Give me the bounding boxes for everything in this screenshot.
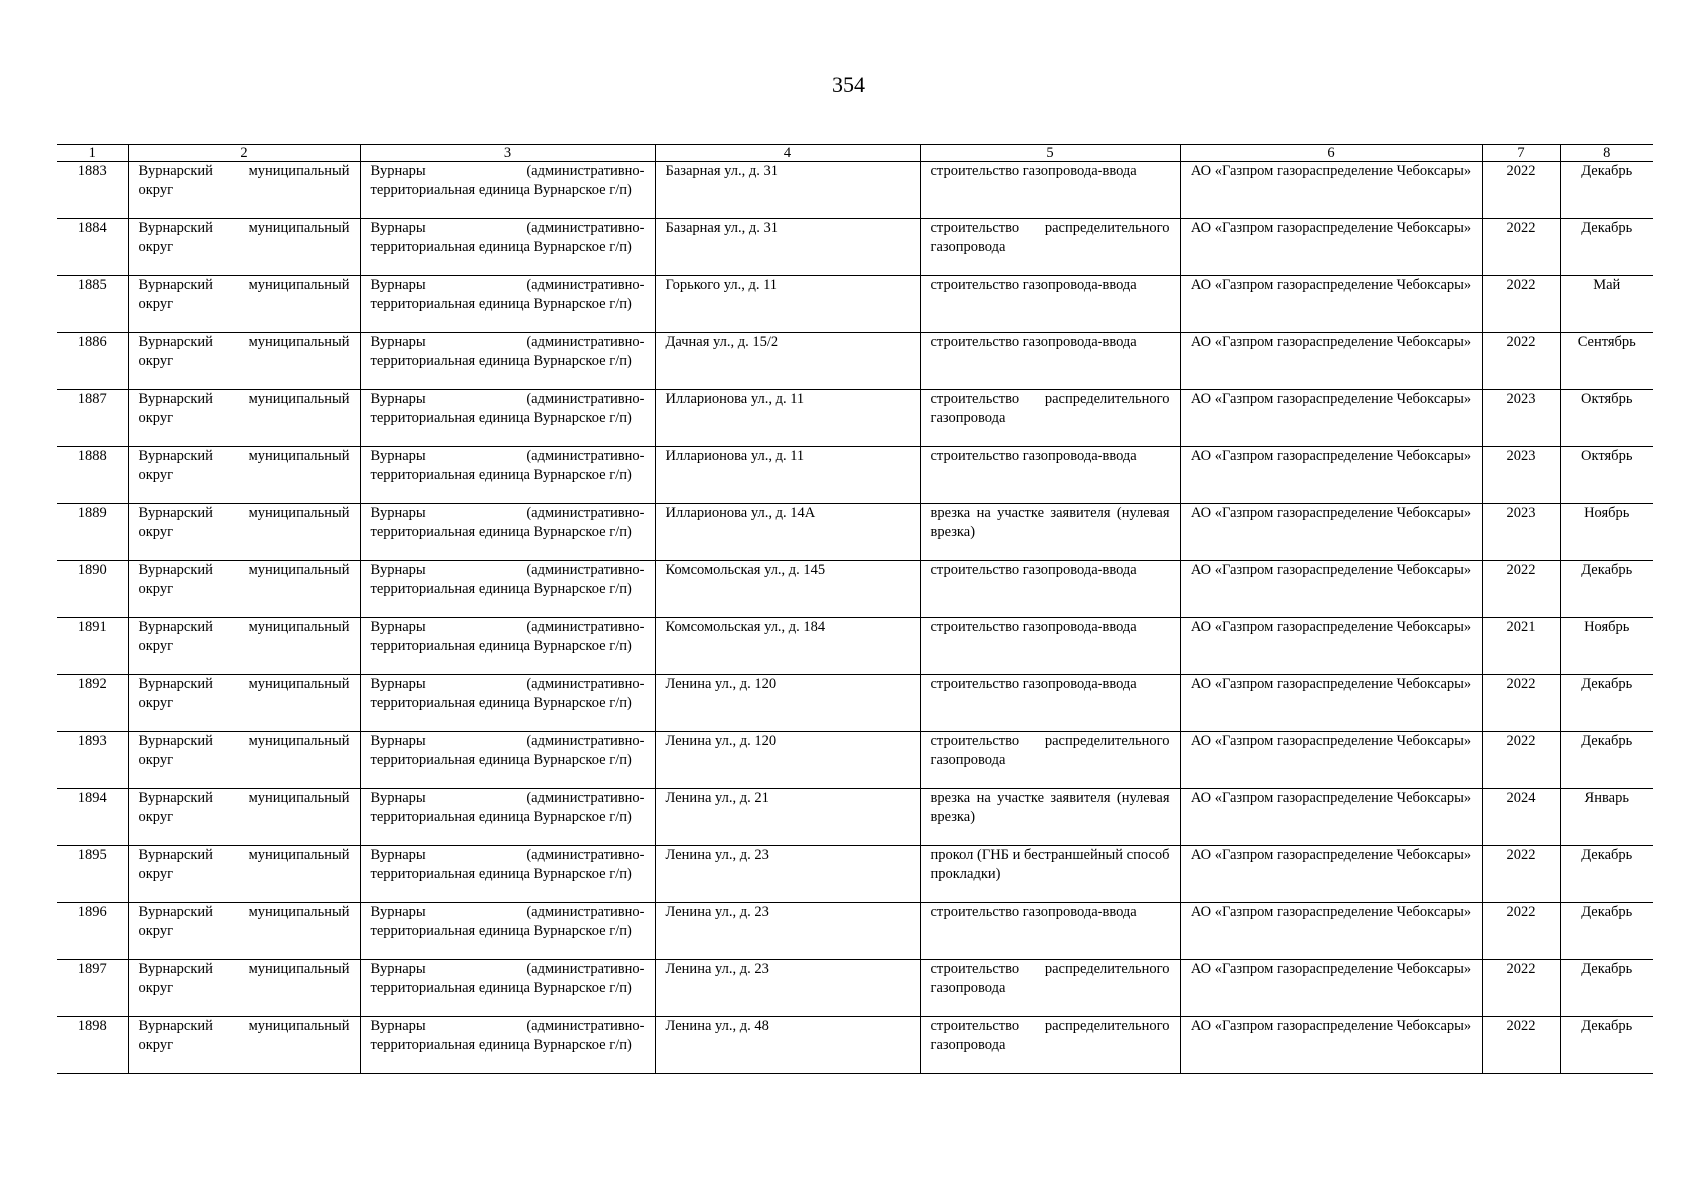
organization-cell: АО «Газпром газораспределение Чебоксары» bbox=[1180, 276, 1482, 333]
address-cell: Ленина ул., д. 23 bbox=[655, 903, 920, 960]
organization-cell: АО «Газпром газораспределение Чебоксары» bbox=[1180, 675, 1482, 732]
settlement-cell: Вурнары (административно-территориальная единица Вурнарское г/п) bbox=[360, 789, 655, 846]
month-cell: Декабрь bbox=[1560, 561, 1653, 618]
table-row bbox=[57, 162, 1653, 219]
table-row bbox=[57, 732, 1653, 789]
district-cell: Вурнарский муниципальный округ bbox=[128, 276, 360, 333]
district-cell: Вурнарский муниципальный округ bbox=[128, 561, 360, 618]
address-cell: Илларионова ул., д. 14А bbox=[655, 504, 920, 561]
month-cell: Декабрь bbox=[1560, 675, 1653, 732]
month-cell: Декабрь bbox=[1560, 960, 1653, 1017]
organization-cell: АО «Газпром газораспределение Чебоксары» bbox=[1180, 447, 1482, 504]
row-number: 1892 bbox=[57, 675, 128, 732]
month-cell: Декабрь bbox=[1560, 732, 1653, 789]
row-number: 1889 bbox=[57, 504, 128, 561]
organization-cell: АО «Газпром газораспределение Чебоксары» bbox=[1180, 846, 1482, 903]
district-cell: Вурнарский муниципальный округ bbox=[128, 219, 360, 276]
work-type-cell: строительство газопровода-ввода bbox=[920, 276, 1180, 333]
settlement-cell: Вурнары (административно-территориальная единица Вурнарское г/п) bbox=[360, 846, 655, 903]
settlement-cell: Вурнары (административно-территориальная единица Вурнарское г/п) bbox=[360, 618, 655, 675]
work-type-cell: строительство распределительного газопровода bbox=[920, 1017, 1180, 1074]
organization-cell: АО «Газпром газораспределение Чебоксары» bbox=[1180, 219, 1482, 276]
row-number: 1888 bbox=[57, 447, 128, 504]
district-cell: Вурнарский муниципальный округ bbox=[128, 1017, 360, 1074]
row-number: 1897 bbox=[57, 960, 128, 1017]
organization-cell: АО «Газпром газораспределение Чебоксары» bbox=[1180, 789, 1482, 846]
row-number: 1887 bbox=[57, 390, 128, 447]
year-cell: 2024 bbox=[1482, 789, 1560, 846]
row-number: 1885 bbox=[57, 276, 128, 333]
settlement-cell: Вурнары (административно-территориальная единица Вурнарское г/п) bbox=[360, 903, 655, 960]
table-row bbox=[57, 447, 1653, 504]
address-cell: Ленина ул., д. 48 bbox=[655, 1017, 920, 1074]
table-row bbox=[57, 675, 1653, 732]
row-number: 1883 bbox=[57, 162, 128, 219]
year-cell: 2022 bbox=[1482, 276, 1560, 333]
row-number: 1891 bbox=[57, 618, 128, 675]
work-type-cell: строительство газопровода-ввода bbox=[920, 618, 1180, 675]
district-cell: Вурнарский муниципальный округ bbox=[128, 162, 360, 219]
row-number: 1893 bbox=[57, 732, 128, 789]
settlement-cell: Вурнары (административно-территориальная единица Вурнарское г/п) bbox=[360, 960, 655, 1017]
table-row bbox=[57, 390, 1653, 447]
year-cell: 2023 bbox=[1482, 447, 1560, 504]
year-cell: 2022 bbox=[1482, 561, 1560, 618]
month-cell: Декабрь bbox=[1560, 162, 1653, 219]
table-row bbox=[57, 1017, 1653, 1074]
settlement-cell: Вурнары (административно-территориальная единица Вурнарское г/п) bbox=[360, 162, 655, 219]
organization-cell: АО «Газпром газораспределение Чебоксары» bbox=[1180, 561, 1482, 618]
row-number: 1896 bbox=[57, 903, 128, 960]
address-cell: Базарная ул., д. 31 bbox=[655, 162, 920, 219]
address-cell: Базарная ул., д. 31 bbox=[655, 219, 920, 276]
year-cell: 2022 bbox=[1482, 903, 1560, 960]
settlement-cell: Вурнары (административно-территориальная единица Вурнарское г/п) bbox=[360, 504, 655, 561]
year-cell: 2022 bbox=[1482, 960, 1560, 1017]
work-type-cell: строительство распределительного газопровода bbox=[920, 960, 1180, 1017]
row-number: 1890 bbox=[57, 561, 128, 618]
district-cell: Вурнарский муниципальный округ bbox=[128, 732, 360, 789]
month-cell: Декабрь bbox=[1560, 219, 1653, 276]
month-cell: Ноябрь bbox=[1560, 618, 1653, 675]
address-cell: Ленина ул., д. 21 bbox=[655, 789, 920, 846]
work-type-cell: прокол (ГНБ и бестраншейный способ прокладки) bbox=[920, 846, 1180, 903]
table-row bbox=[57, 618, 1653, 675]
column-header: 3 bbox=[360, 145, 655, 162]
district-cell: Вурнарский муниципальный округ bbox=[128, 504, 360, 561]
row-number: 1894 bbox=[57, 789, 128, 846]
address-cell: Ленина ул., д. 120 bbox=[655, 675, 920, 732]
year-cell: 2022 bbox=[1482, 333, 1560, 390]
settlement-cell: Вурнары (административно-территориальная единица Вурнарское г/п) bbox=[360, 390, 655, 447]
settlement-cell: Вурнары (административно-территориальная единица Вурнарское г/п) bbox=[360, 732, 655, 789]
month-cell: Ноябрь bbox=[1560, 504, 1653, 561]
settlement-cell: Вурнары (административно-территориальная единица Вурнарское г/п) bbox=[360, 219, 655, 276]
organization-cell: АО «Газпром газораспределение Чебоксары» bbox=[1180, 903, 1482, 960]
row-number: 1886 bbox=[57, 333, 128, 390]
address-cell: Илларионова ул., д. 11 bbox=[655, 390, 920, 447]
organization-cell: АО «Газпром газораспределение Чебоксары» bbox=[1180, 162, 1482, 219]
table-row bbox=[57, 561, 1653, 618]
district-cell: Вурнарский муниципальный округ bbox=[128, 618, 360, 675]
month-cell: Май bbox=[1560, 276, 1653, 333]
month-cell: Январь bbox=[1560, 789, 1653, 846]
month-cell: Декабрь bbox=[1560, 1017, 1653, 1074]
work-type-cell: врезка на участке заявителя (нулевая врезка) bbox=[920, 789, 1180, 846]
address-cell: Ленина ул., д. 120 bbox=[655, 732, 920, 789]
year-cell: 2021 bbox=[1482, 618, 1560, 675]
row-number: 1884 bbox=[57, 219, 128, 276]
column-header: 5 bbox=[920, 145, 1180, 162]
address-cell: Комсомольская ул., д. 145 bbox=[655, 561, 920, 618]
year-cell: 2022 bbox=[1482, 1017, 1560, 1074]
work-type-cell: строительство газопровода-ввода bbox=[920, 447, 1180, 504]
settlement-cell: Вурнары (административно-территориальная единица Вурнарское г/п) bbox=[360, 561, 655, 618]
table-row bbox=[57, 960, 1653, 1017]
month-cell: Октябрь bbox=[1560, 390, 1653, 447]
column-header: 1 bbox=[57, 145, 128, 162]
address-cell: Горького ул., д. 11 bbox=[655, 276, 920, 333]
column-header: 7 bbox=[1482, 145, 1560, 162]
year-cell: 2023 bbox=[1482, 504, 1560, 561]
settlement-cell: Вурнары (административно-территориальная единица Вурнарское г/п) bbox=[360, 447, 655, 504]
column-number-row bbox=[57, 145, 1653, 162]
organization-cell: АО «Газпром газораспределение Чебоксары» bbox=[1180, 1017, 1482, 1074]
work-type-cell: строительство распределительного газопровода bbox=[920, 219, 1180, 276]
column-header: 8 bbox=[1560, 145, 1653, 162]
month-cell: Октябрь bbox=[1560, 447, 1653, 504]
organization-cell: АО «Газпром газораспределение Чебоксары» bbox=[1180, 960, 1482, 1017]
organization-cell: АО «Газпром газораспределение Чебоксары» bbox=[1180, 504, 1482, 561]
year-cell: 2023 bbox=[1482, 390, 1560, 447]
year-cell: 2022 bbox=[1482, 675, 1560, 732]
district-cell: Вурнарский муниципальный округ bbox=[128, 390, 360, 447]
table-row bbox=[57, 333, 1653, 390]
column-header: 2 bbox=[128, 145, 360, 162]
year-cell: 2022 bbox=[1482, 846, 1560, 903]
district-cell: Вурнарский муниципальный округ bbox=[128, 789, 360, 846]
table-row bbox=[57, 846, 1653, 903]
work-type-cell: строительство газопровода-ввода bbox=[920, 903, 1180, 960]
month-cell: Декабрь bbox=[1560, 903, 1653, 960]
address-cell: Комсомольская ул., д. 184 bbox=[655, 618, 920, 675]
district-cell: Вурнарский муниципальный округ bbox=[128, 333, 360, 390]
work-type-cell: врезка на участке заявителя (нулевая врезка) bbox=[920, 504, 1180, 561]
work-type-cell: строительство газопровода-ввода bbox=[920, 675, 1180, 732]
work-type-cell: строительство распределительного газопровода bbox=[920, 732, 1180, 789]
row-number: 1895 bbox=[57, 846, 128, 903]
district-cell: Вурнарский муниципальный округ bbox=[128, 447, 360, 504]
settlement-cell: Вурнары (административно-территориальная единица Вурнарское г/п) bbox=[360, 333, 655, 390]
address-cell: Илларионова ул., д. 11 bbox=[655, 447, 920, 504]
organization-cell: АО «Газпром газораспределение Чебоксары» bbox=[1180, 618, 1482, 675]
district-cell: Вурнарский муниципальный округ bbox=[128, 675, 360, 732]
work-type-cell: строительство газопровода-ввода bbox=[920, 561, 1180, 618]
organization-cell: АО «Газпром газораспределение Чебоксары» bbox=[1180, 732, 1482, 789]
month-cell: Декабрь bbox=[1560, 846, 1653, 903]
column-header: 6 bbox=[1180, 145, 1482, 162]
address-cell: Ленина ул., д. 23 bbox=[655, 846, 920, 903]
district-cell: Вурнарский муниципальный округ bbox=[128, 960, 360, 1017]
work-type-cell: строительство газопровода-ввода bbox=[920, 162, 1180, 219]
column-header: 4 bbox=[655, 145, 920, 162]
address-cell: Ленина ул., д. 23 bbox=[655, 960, 920, 1017]
page-number: 354 bbox=[832, 72, 865, 97]
table-row bbox=[57, 219, 1653, 276]
work-type-cell: строительство распределительного газопровода bbox=[920, 390, 1180, 447]
year-cell: 2022 bbox=[1482, 219, 1560, 276]
table-row bbox=[57, 903, 1653, 960]
row-number: 1898 bbox=[57, 1017, 128, 1074]
district-cell: Вурнарский муниципальный округ bbox=[128, 903, 360, 960]
table-row bbox=[57, 789, 1653, 846]
settlement-cell: Вурнары (административно-территориальная единица Вурнарское г/п) bbox=[360, 675, 655, 732]
table-row bbox=[57, 276, 1653, 333]
settlement-cell: Вурнары (административно-территориальная единица Вурнарское г/п) bbox=[360, 1017, 655, 1074]
work-type-cell: строительство газопровода-ввода bbox=[920, 333, 1180, 390]
organization-cell: АО «Газпром газораспределение Чебоксары» bbox=[1180, 333, 1482, 390]
gasification-table bbox=[57, 144, 1653, 1074]
table-body bbox=[57, 162, 1653, 1074]
year-cell: 2022 bbox=[1482, 162, 1560, 219]
settlement-cell: Вурнары (административно-территориальная единица Вурнарское г/п) bbox=[360, 276, 655, 333]
month-cell: Сентябрь bbox=[1560, 333, 1653, 390]
district-cell: Вурнарский муниципальный округ bbox=[128, 846, 360, 903]
organization-cell: АО «Газпром газораспределение Чебоксары» bbox=[1180, 390, 1482, 447]
year-cell: 2022 bbox=[1482, 732, 1560, 789]
address-cell: Дачная ул., д. 15/2 bbox=[655, 333, 920, 390]
table-row bbox=[57, 504, 1653, 561]
